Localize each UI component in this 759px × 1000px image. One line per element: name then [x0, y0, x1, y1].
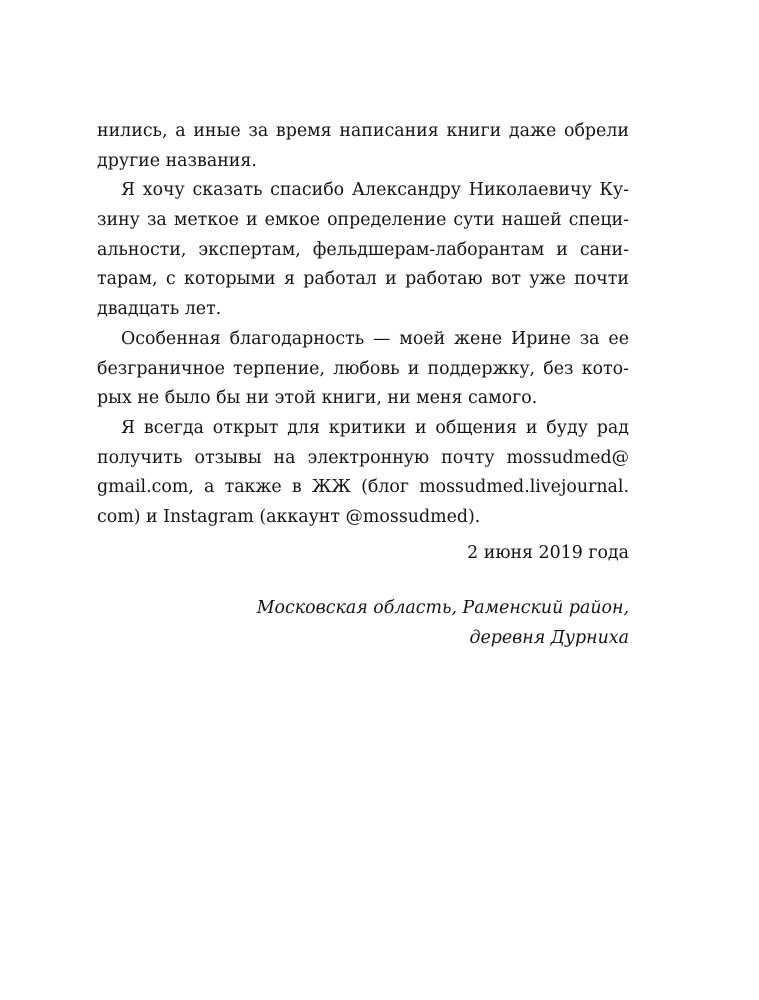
- signature-place: [257, 594, 629, 653]
- paragraph: [97, 325, 629, 414]
- text-line: com) и Instagram (аккаунт @mossudmed).: [97, 506, 481, 527]
- place-line: Московская область, Раменский район,: [256, 598, 629, 618]
- body-text: [97, 117, 629, 533]
- text-line: нились, а иные за время написания книги даже обрели: [97, 121, 629, 141]
- text-line: получить отзывы на электронную почту mossudmed@: [97, 447, 629, 468]
- text-line: Я хочу сказать спасибо Александру Николаевичу Ку-: [121, 180, 629, 201]
- text-line: Я всегда открыт для критики и общения и буду рад: [121, 417, 629, 438]
- text-line: альности, экспертам, фельдшерам-лаборантам и сани-: [97, 239, 629, 260]
- text-line: безграничное терпение, любовь и поддержку, без кото-: [97, 358, 629, 379]
- paragraph: [97, 414, 629, 533]
- place-line: деревня Дурниха: [469, 627, 629, 648]
- text-line: зину за меткое и емкое определение сути нашей специ-: [97, 210, 629, 231]
- paragraph: [97, 117, 629, 176]
- text-line: тарам, с которыми я работал и работаю вот уже почти: [97, 269, 629, 290]
- signature-date: 2 июня 2019 года: [467, 543, 629, 563]
- text-line: другие названия.: [97, 150, 257, 171]
- text-line: Особенная благодарность — моей жене Ирине за ее: [121, 328, 629, 349]
- text-line: gmail.com, а также в ЖЖ (блог mossudmed.livejournal.: [97, 477, 629, 498]
- text-line: двадцать лет.: [97, 299, 222, 320]
- paragraph: [97, 176, 629, 324]
- text-line: рых не было бы ни этой книги, ни меня самого.: [97, 388, 538, 409]
